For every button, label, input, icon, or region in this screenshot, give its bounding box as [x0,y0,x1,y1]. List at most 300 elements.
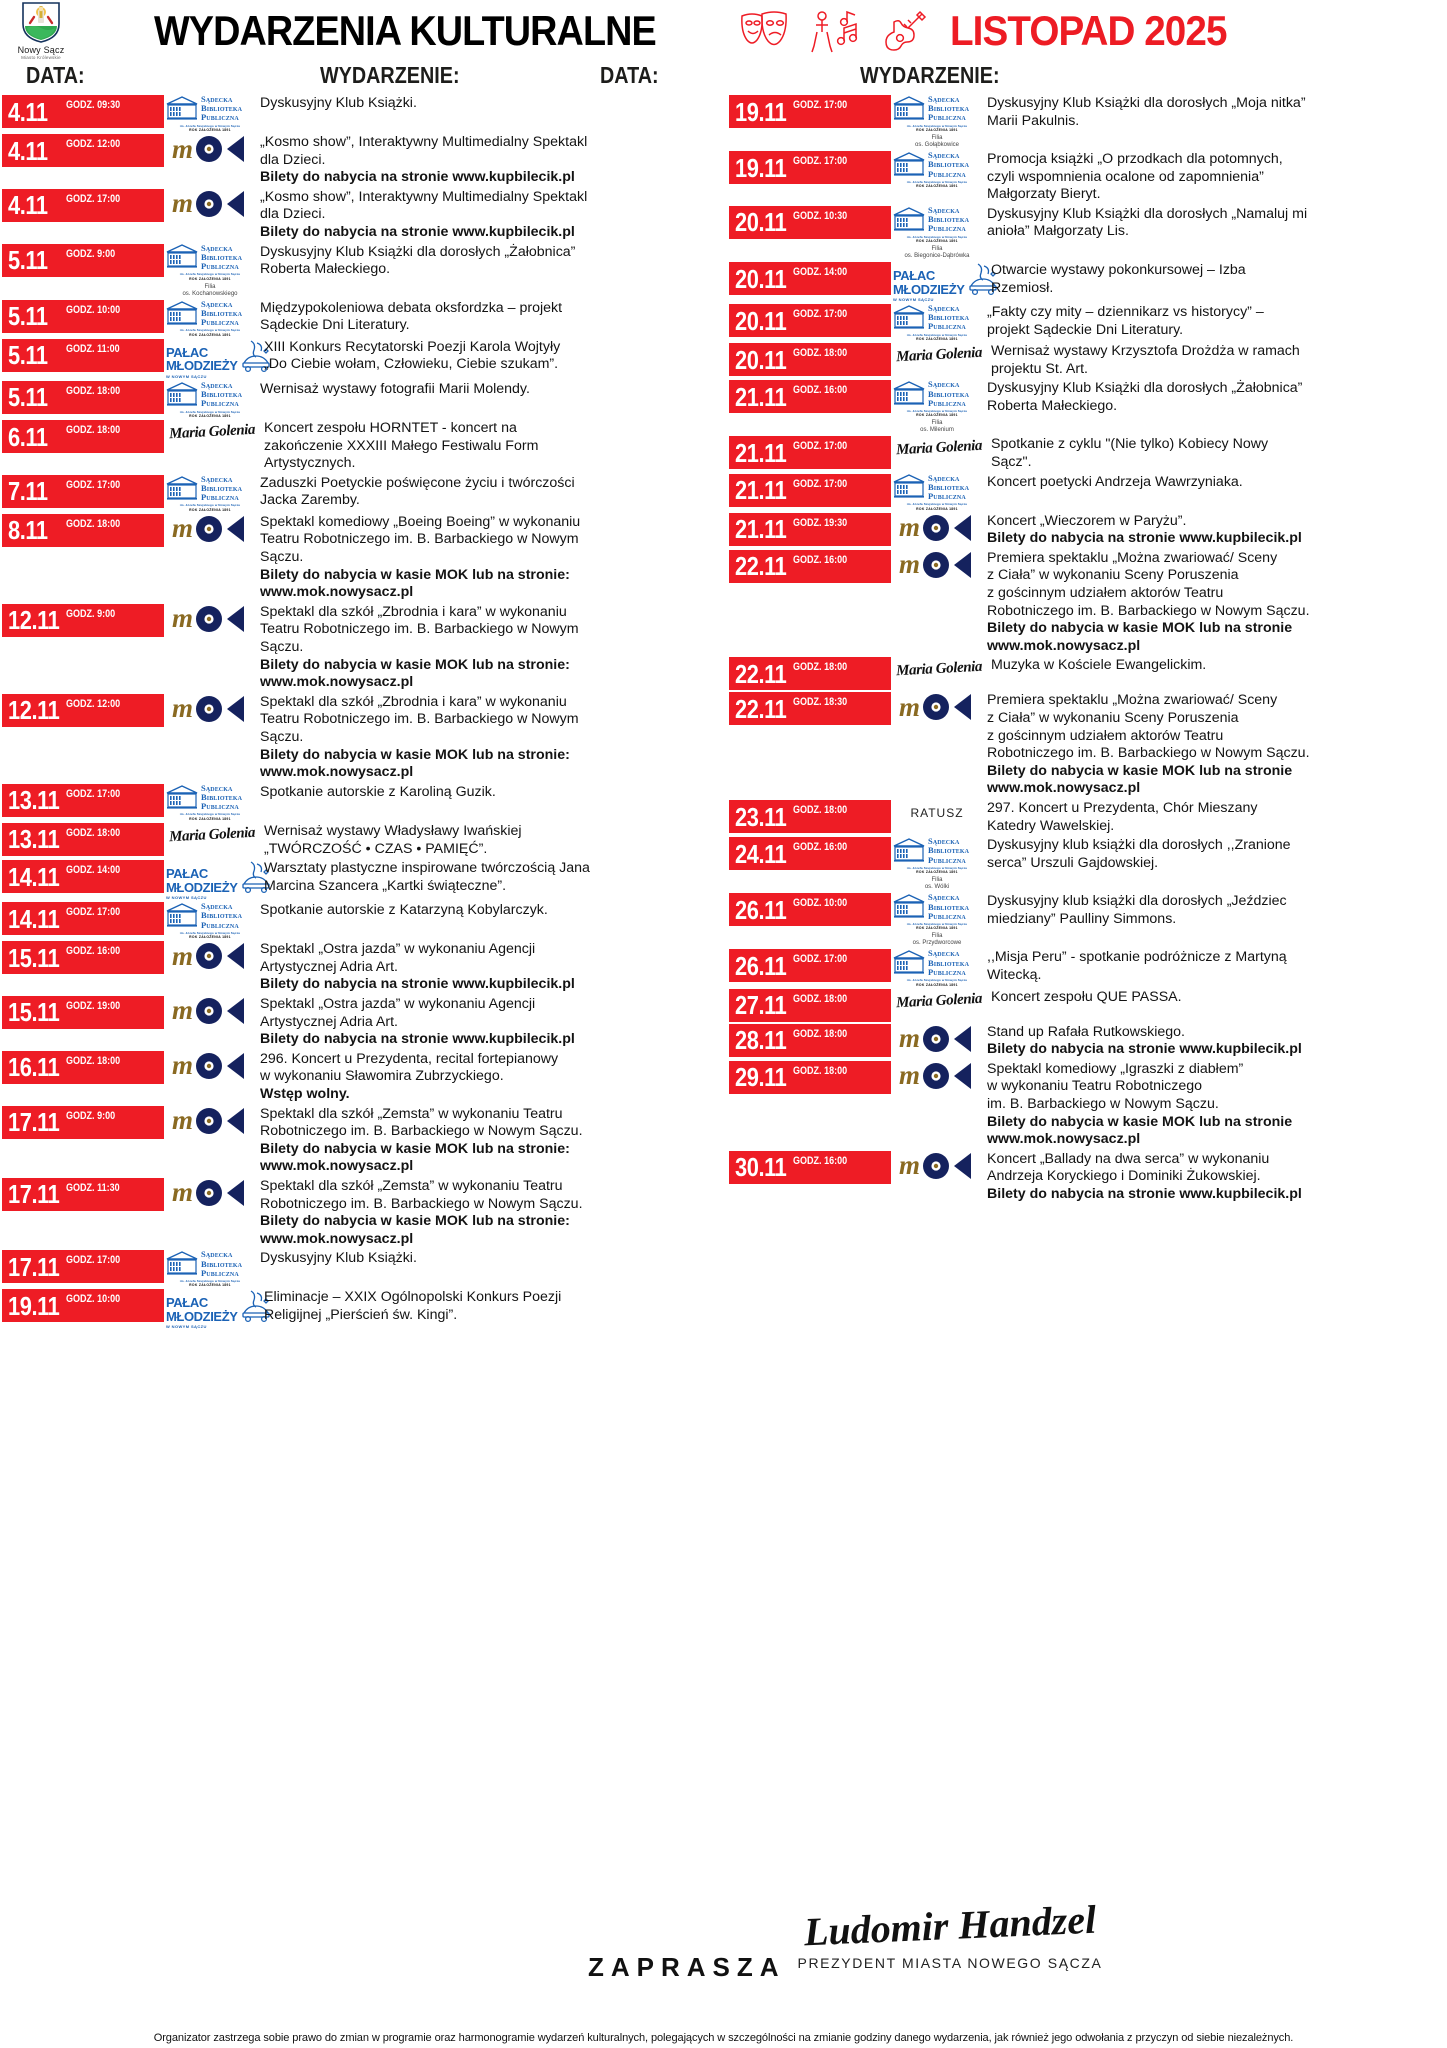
biblioteka-name: Sądecka Biblioteka Publiczna [928,836,970,865]
event-text-line: anioła” Małgorzaty Lis. [987,223,1129,240]
event-text-line: Teatru Robotniczego im. B. Barbackiego w Nowym [260,621,579,638]
ratusz-label: RATUSZ [910,806,964,821]
event-time: GODZ. 12:00 [66,697,121,710]
event-time: GODZ. 18:00 [793,347,848,360]
event-description [256,1249,717,1268]
event-time: GODZ. 17:00 [793,308,848,320]
venue-logo-palac-mlodziezy [891,261,987,302]
event-description [983,691,1440,798]
event-text-line: Rzemiosł. [991,279,1054,296]
event-text-line: Bilety do nabycia w kasie MOK lub na stronie: [260,566,570,583]
mok-letter-m: m [171,513,193,544]
event-date-chip [2,134,164,167]
event-text-line: Wernisaż wystawy Władysławy Iwańskiej [264,822,522,839]
event-day: 20.11 [735,207,787,238]
event-date-chip [729,436,891,469]
event-text-line: czyli wspomnienia ocalone od zapomnienia” [987,168,1264,185]
library-building-icon [165,301,199,327]
event-text-line: Marii Pakulnis. [987,112,1080,129]
venue-logo-mok [891,691,983,722]
event-row [729,512,1440,548]
event-time: GODZ. 11:00 [66,342,120,355]
event-time: GODZ. 17:00 [66,787,121,800]
venue-label-ratusz [891,799,983,820]
event-time: GODZ. 17:00 [793,99,848,111]
event-text-line: „Kosmo show”, Interaktywny Multimedialny Spektakl [260,134,588,151]
mok-logo [892,513,982,543]
library-building-icon [892,894,926,920]
event-description [983,892,1440,928]
event-description [256,243,717,279]
library-building-icon [892,950,926,976]
event-day: 17.11 [8,1251,60,1282]
event-text-line: Bilety do nabycia w kasie MOK lub na stronie [987,1113,1293,1130]
event-text-line: Roberta Małeckiego. [260,261,391,278]
poster-footer [0,1896,1447,2026]
event-row [2,338,717,379]
event-text-line: Bilety do nabycia w kasie MOK lub na stronie: [260,656,570,673]
biblioteka-founded: ROK ZAŁOŻENIA 1891 [189,276,231,281]
venue-logo-galeria-maria-golenia [164,419,260,441]
event-text-line: Zaduszki Poetyckie poświęcone życiu i twórczości [260,474,575,491]
event-text-line: www.mok.nowysacz.pl [260,764,414,781]
event-time: GODZ. 14:00 [793,266,848,278]
crest-subtitle: Miasto Królewskie [21,55,61,60]
event-text-line: w wykonaniu Teatru Robotniczego [987,1078,1203,1095]
biblioteka-patron: im. Józefa Szujskiego w Nowym Sączu [179,409,241,414]
event-text-line: Koncert poetycki Andrzeja Wawrzyniaka. [987,473,1243,490]
venue-logo-palac-mlodziezy [164,859,260,900]
biblioteka-founded: ROK ZAŁOŻENIA 1891 [916,506,958,511]
event-text-line: „Do Ciebie wołam, Człowieku, Ciebie szukam”. [264,356,559,373]
event-row [729,1023,1440,1059]
venue-logo-biblioteka [164,474,256,512]
event-text-line: Bilety do nabycia na stronie www.kupbilecik.pl [260,224,575,241]
header-icon-group [738,8,932,54]
event-row [729,892,1440,947]
event-date-chip [729,474,891,507]
event-text-line: Małgorzaty Bieryt. [987,186,1101,203]
palac-logo [166,339,258,379]
venue-branch-label: Filia os. Biegonice-Dąbrówka [904,246,970,259]
event-time: GODZ. 16:00 [793,384,848,397]
event-text-line: Sącz". [991,454,1032,470]
event-text-line: www.mok.nowysacz.pl [987,780,1141,797]
venue-logo-mok [891,1150,983,1181]
event-text-line: Jacka Zaremby. [260,492,360,509]
event-description [983,1150,1440,1204]
event-date-chip [729,380,891,413]
venue-logo-galeria-maria-golenia [164,822,260,844]
event-time: GODZ. 18:00 [793,1064,848,1077]
venue-logo-mok [164,133,256,164]
galeria-signature: Maria Golenia [895,438,983,459]
palac-logo [166,860,258,900]
event-text-line: Dyskusyjny klub książki dla dorosłych ,,Zranione [987,837,1291,854]
event-date-chip [729,304,891,337]
event-text-line: Promocja książki „O przodkach dla potomnych, [987,151,1283,168]
event-text-line: Bilety do nabycia na stronie www.kupbilecik.pl [260,976,575,993]
palac-line1: PAŁAC [166,866,208,882]
event-date-chip [729,657,891,690]
biblioteka-logo [892,837,982,874]
event-day: 5.11 [8,382,48,413]
event-time: GODZ. 17:00 [793,155,848,168]
event-day: 15.11 [8,997,60,1028]
biblioteka-patron: im. Józefa Szujskiego w Nowym Sączu [179,328,241,333]
event-row [2,995,717,1049]
biblioteka-name: Sądecka Biblioteka Publiczna [928,892,970,921]
event-row [2,188,717,242]
biblioteka-name: Sądecka Biblioteka Publiczna [201,473,243,503]
city-crest [6,0,76,62]
venue-branch-label: Filia os. Wólki [924,877,950,891]
event-text-line: Bilety do nabycia na stronie www.kupbilecik.pl [260,1031,575,1048]
event-date-chip [729,550,891,583]
page-title: WYDARZENIA KULTURALNE [154,7,656,54]
event-date-chip [2,475,164,508]
library-building-icon [892,381,926,407]
mok-letter-m: m [171,188,193,219]
venue-logo-biblioteka [891,836,983,891]
venue-logo-biblioteka [891,473,983,511]
event-day: 12.11 [8,605,60,636]
event-text-line: Witecką. [987,967,1042,984]
event-description [256,188,717,242]
event-day: 22.11 [735,551,787,582]
event-text-line: miedziany” Paulliny Simmons. [987,910,1177,927]
event-row [729,342,1440,378]
mok-letter-m: m [898,691,920,722]
mok-ok-mark-icon [921,550,975,580]
mok-letter-m: m [171,603,193,634]
biblioteka-founded: ROK ZAŁOŻENIA 1891 [916,413,958,418]
event-day: 8.11 [8,515,48,546]
palac-line2: MŁODZIEŻY [893,281,965,297]
library-building-icon [892,305,926,331]
event-day: 5.11 [8,340,48,371]
venue-logo-mok [891,1023,983,1054]
biblioteka-founded: ROK ZAŁOŻENIA 1891 [189,128,231,133]
event-day: 24.11 [735,838,787,869]
venue-logo-biblioteka [891,948,983,986]
event-day: 19.11 [735,152,787,183]
biblioteka-name: Sądecka Biblioteka Publiczna [928,472,970,501]
event-text-line: „Kosmo show”, Interaktywny Multimedialny Spektakl [260,188,588,205]
galeria-signature: Maria Golenia [168,824,256,846]
event-time: GODZ. 18:00 [793,804,848,817]
biblioteka-founded: ROK ZAŁOŻENIA 1891 [189,332,231,337]
event-description [256,901,717,920]
mok-ok-mark-icon [194,604,248,634]
event-day: 14.11 [8,903,60,934]
event-text-line: Koncert „Wieczorem w Paryżu”. [987,512,1187,529]
mok-ok-mark-icon [194,1178,248,1208]
event-time: GODZ. 14:00 [66,864,121,877]
biblioteka-founded: ROK ZAŁOŻENIA 1891 [916,184,958,189]
event-date-chip [729,151,891,184]
biblioteka-logo [165,244,255,281]
event-row [729,205,1440,260]
library-building-icon [165,96,199,122]
venue-logo-galeria-maria-golenia [891,342,987,364]
guitar-icon [878,8,932,54]
mok-ok-mark-icon [921,1024,975,1054]
event-description [983,799,1440,835]
event-day: 26.11 [735,894,787,925]
event-row [729,836,1440,891]
event-description [260,822,717,858]
event-description [987,435,1440,471]
event-date-chip [2,1051,164,1084]
venue-logo-biblioteka [891,94,983,149]
biblioteka-patron: im. Józefa Szujskiego w Nowym Sączu [179,123,241,128]
mok-logo [165,604,255,634]
venue-logo-biblioteka [164,380,256,418]
mok-ok-mark-icon [921,692,975,722]
event-day: 22.11 [735,658,787,689]
event-description [256,1050,717,1104]
event-description [256,693,717,782]
event-description [260,338,717,374]
event-text-line: Bilety do nabycia na stronie www.kupbilecik.pl [987,1185,1302,1202]
palac-subtitle: W NOWYM SĄCZU [166,373,207,379]
event-text-line: Katedry Wawelskiej. [987,817,1115,834]
mok-logo [165,1051,255,1081]
event-time: GODZ. 9:00 [66,1109,116,1122]
event-description [983,1023,1440,1059]
palac-logo [166,1289,258,1329]
event-row [2,1288,717,1329]
event-text-line: im. B. Barbackiego w Nowym Sączu. [987,1095,1219,1112]
event-row [2,901,717,939]
palac-line2: MŁODZIEŻY [166,358,238,374]
biblioteka-founded: ROK ZAŁOŻENIA 1891 [189,816,231,821]
event-description [256,133,717,187]
event-date-chip [729,1061,891,1094]
venue-logo-biblioteka [164,243,256,298]
coat-of-arms-icon [19,0,63,44]
event-date-chip [2,604,164,637]
biblioteka-logo [892,151,982,188]
event-text-line: Stand up Rafała Rutkowskiego. [987,1023,1185,1040]
event-text-line: www.mok.nowysacz.pl [987,637,1141,654]
biblioteka-patron: im. Józefa Szujskiego w Nowym Sączu [906,332,968,337]
mok-logo [892,1024,982,1054]
event-text-line: Bilety do nabycia na stronie www.kupbilecik.pl [987,1041,1302,1058]
event-text-line: Bilety do nabycia w kasie MOK lub na stronie: [260,1140,570,1157]
mok-letter-m: m [171,995,193,1026]
event-text-line: Wernisaż wystawy Krzysztofa Drożdża w ramach [991,343,1300,360]
event-time: GODZ. 9:00 [66,607,116,620]
biblioteka-logo [165,475,255,512]
event-text-line: z gościnnym udziałem aktorów Teatru [987,727,1224,744]
event-date-chip [729,989,891,1022]
venue-logo-biblioteka [891,892,983,947]
event-day: 15.11 [8,942,60,973]
event-date-chip [729,206,891,239]
event-time: GODZ. 10:00 [66,303,121,316]
event-row [729,303,1440,341]
mok-ok-mark-icon [194,941,248,971]
event-row [2,1050,717,1104]
event-row [2,1177,717,1248]
event-description [256,995,717,1049]
event-text-line: XIII Konkurs Recytatorski Poezji Karola Wojtyły [264,338,561,355]
biblioteka-patron: im. Józefa Szujskiego w Nowym Sączu [179,1278,241,1283]
event-text-line: dla Dzieci. [260,151,326,168]
right-date-header: DATA: [600,62,659,88]
event-row [729,948,1440,986]
venue-logo-biblioteka [891,205,983,260]
event-text-line: Koncert „Ballady na dwa serca” w wykonaniu [987,1150,1270,1167]
palac-line1: PAŁAC [166,344,208,360]
biblioteka-patron: im. Józefa Szujskiego w Nowym Sączu [906,234,968,239]
event-text-line: Dyskusyjny Klub Książki dla dorosłych „Żałobnica” [260,243,576,260]
event-time: GODZ. 17:00 [793,953,848,966]
mok-logo [165,514,255,544]
right-events-column [723,94,1446,1330]
event-day: 20.11 [735,305,787,336]
biblioteka-logo [165,784,255,821]
mok-ok-mark-icon [194,1106,248,1136]
event-text-line: ,,Misja Peru” - spotkanie podróżnicze z Martyną [987,949,1287,966]
mok-ok-mark-icon [194,996,248,1026]
event-row [729,988,1440,1022]
event-text-line: Robotniczego im. B. Barbackiego w Nowym Sączu. [260,1195,583,1212]
library-building-icon [892,207,926,233]
biblioteka-name: Sądecka Biblioteka Publiczna [928,150,970,179]
event-description [256,94,717,113]
event-day: 19.11 [8,1290,60,1321]
biblioteka-patron: im. Józefa Szujskiego w Nowym Sączu [179,812,241,817]
event-text-line: Marcina Szancera „Kartki świąteczne”. [264,877,507,894]
event-text-line: Bilety do nabycia w kasie MOK lub na stronie [987,762,1293,779]
event-row [2,243,717,298]
event-date-chip [2,996,164,1029]
event-text-line: Spektakl dla szkół „Zemsta” w wykonaniu Teatru [260,1177,563,1194]
mok-ok-mark-icon [921,1061,975,1091]
event-text-line: Premiera spektaklu „Można zwariować/ Sceny [987,692,1278,709]
event-description [260,1288,717,1324]
event-text-line: serca” Urszuli Gajdowskiej. [987,854,1159,871]
mok-ok-mark-icon [194,514,248,544]
biblioteka-name: Sądecka Biblioteka Publiczna [928,204,970,234]
venue-logo-biblioteka [164,1249,256,1287]
venue-logo-palac-mlodziezy [164,1288,260,1329]
event-row [2,94,717,132]
biblioteka-name: Sądecka Biblioteka Publiczna [201,1249,243,1278]
event-text-line: Religijnej „Pierścień św. Kingi”. [264,1307,458,1323]
palac-logo [893,262,985,302]
biblioteka-founded: ROK ZAŁOŻENIA 1891 [916,982,958,987]
palac-subtitle: W NOWYM SĄCZU [893,297,934,302]
event-row [729,261,1440,302]
event-text-line: Teatru Robotniczego im. B. Barbackiego w Nowym [260,711,579,728]
event-text-line: Artystycznej Adria Art. [260,958,398,975]
library-building-icon [165,903,199,929]
event-day: 13.11 [8,824,60,855]
venue-logo-mok [164,1050,256,1081]
event-date-chip [2,95,164,128]
event-description [260,419,717,473]
event-day: 30.11 [735,1152,787,1183]
event-row [729,1150,1440,1204]
biblioteka-patron: im. Józefa Szujskiego w Nowym Sączu [906,865,968,870]
palac-subtitle: W NOWYM SĄCZU [166,1324,207,1330]
left-events-column [0,94,723,1330]
event-day: 16.11 [8,1052,60,1083]
event-text-line: w wykonaniu Sławomira Zubrzyckiego. [260,1068,504,1085]
mok-letter-m: m [171,940,193,971]
mok-logo [892,1061,982,1091]
event-date-chip [2,244,164,277]
venue-logo-mok [891,512,983,543]
zaprasza-label: ZAPRASZA [588,1952,786,1982]
event-row [2,380,717,418]
biblioteka-logo [165,300,255,337]
event-row [729,549,1440,656]
galeria-signature: Maria Golenia [895,344,983,366]
event-description [256,299,717,335]
event-text-line: Otwarcie wystawy pokonkursowej – Izba [991,262,1246,278]
musician-notes-icon [808,8,866,54]
biblioteka-name: Sądecka Biblioteka Publiczna [928,948,970,977]
event-text-line: www.mok.nowysacz.pl [260,1230,414,1247]
event-text-line: Wernisaż wystawy fotografii Marii Molendy. [260,380,530,397]
venue-logo-biblioteka [164,299,256,337]
event-date-chip [729,837,891,870]
biblioteka-logo [892,893,982,930]
biblioteka-patron: im. Józefa Szujskiego w Nowym Sączu [906,921,968,926]
event-date-chip [729,513,891,546]
event-text-line: zakończenie XXXIII Małego Festiwalu Form [264,437,539,454]
biblioteka-patron: im. Józefa Szujskiego w Nowym Sączu [179,930,241,935]
venue-logo-mok [164,513,256,544]
event-text-line: Sądeckie Dni Literatury. [260,317,410,334]
event-description [983,512,1440,548]
event-description [983,1060,1440,1149]
event-row [2,783,717,821]
event-text-line: Robotniczego im. B. Barbackiego w Nowym Sączu. [987,745,1310,762]
event-description [260,859,717,895]
event-time: GODZ. 16:00 [793,1154,848,1167]
mok-letter-m: m [898,1060,920,1091]
mok-logo [892,1151,982,1181]
event-time: GODZ. 17:00 [66,1254,121,1267]
event-date-chip [2,339,164,372]
event-text-line: Spotkanie z cyklu "(Nie tylko) Kobiecy Nowy [991,436,1269,453]
galeria-signature: Maria Golenia [168,421,256,443]
event-text-line: Spektakl komediowy „Boeing Boeing” w wykonaniu [260,513,581,530]
event-day: 20.11 [735,263,787,294]
event-text-line: projektu St. Art. [991,360,1088,377]
mok-letter-m: m [171,1177,193,1208]
venue-logo-mok [164,1105,256,1136]
event-text-line: Koncert zespołu QUE PASSA. [991,988,1182,1005]
biblioteka-name: Sądecka Biblioteka Publiczna [201,94,243,123]
event-day: 5.11 [8,245,48,276]
event-date-chip [2,1178,164,1211]
event-text-line: Bilety do nabycia w kasie MOK lub na stronie: [260,746,570,763]
event-description [987,988,1440,1007]
palac-line2: MŁODZIEŻY [166,1308,238,1324]
event-time: GODZ. 16:00 [793,553,848,566]
event-time: GODZ. 16:00 [793,841,848,854]
event-description [256,474,717,510]
event-text-line: Spektakl „Ostra jazda” w wykonaniu Agencji [260,995,536,1012]
event-date-chip [729,800,891,833]
